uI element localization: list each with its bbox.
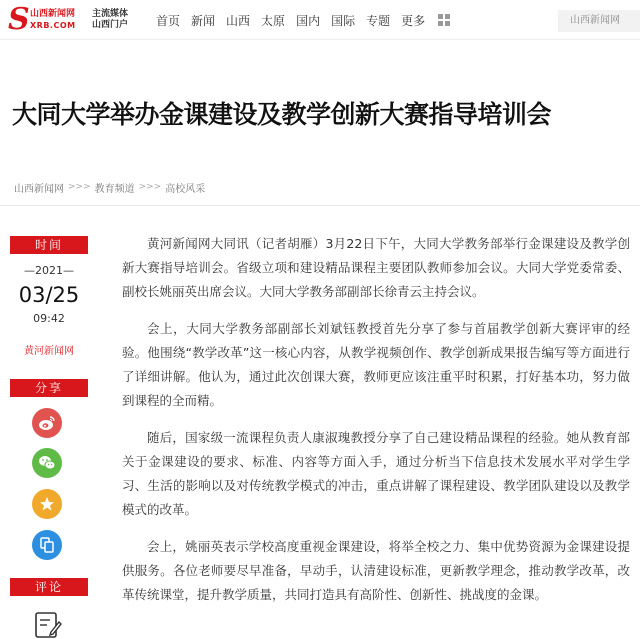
favorite-button[interactable] [32,489,62,519]
nav-international[interactable]: 国际 [331,13,356,28]
breadcrumb-separator: >>> [68,182,91,192]
top-bar [0,0,640,40]
site-logo[interactable] [8,2,138,37]
publish-year: —2021— [24,264,74,277]
logo-slogan-line1: 主流媒体 [92,9,129,19]
logo-slogan [92,9,132,31]
share-label: 分享 [10,379,88,397]
divider [0,205,640,206]
logo-site-name: 山西新闻网 [30,9,76,19]
publish-date: 03/25 [18,283,80,307]
copy-link-icon [40,537,54,553]
main-nav [156,0,450,40]
article-title: 大同大学举办金课建设及教学创新大赛指导培训会 [12,100,552,129]
publish-time: 09:42 [33,312,65,325]
site-tag-button[interactable]: 山西新闻网 [558,10,640,32]
breadcrumb-item-site[interactable]: 山西新闻网 [14,183,64,195]
logo-letter: S [8,2,30,37]
breadcrumb-separator: >>> [138,182,162,192]
article-source[interactable]: 黄河新闻网 [24,346,74,357]
article-paragraph: 随后，国家级一流课程负责人康淑瑰教授分享了自己建设精品课程的经验。她从教育部关于金课建设的要求、标准、内容等方面入手，通过分析当下信息技术发展水平对学生学习、生活的影响以及对传统教学模式的冲击，重点讲解了课程建设、教学团队建设以及教学模式的改革。 [122,430,630,517]
comment-edit-icon[interactable] [33,610,63,639]
comment-label: 评论 [10,578,88,596]
grid-icon[interactable] [438,14,450,26]
weibo-icon [38,415,56,431]
nav-news[interactable]: 新闻 [191,13,216,28]
nav-taiyuan[interactable]: 太原 [261,13,286,28]
article-paragraph: 会上，姚丽英表示学校高度重视金课建设，将举全校之力、集中优势资源为金课建设提供服务。各位老师要尽早准备，早动手，认清建设标准，更新教学理念，推动教学改革，改革传统课堂，提升教学质量，共同打造具有高阶性、创新性、挑战度的金课。 [122,539,630,602]
breadcrumb-item-education[interactable]: 教育频道 [94,183,135,195]
copy-link-button[interactable] [32,530,62,560]
article-paragraph: 会上，大同大学教务部副部长刘斌钰教授首先分享了参与首届教学创新大赛评审的经验。他围绕“教学改革”这一核心内容，从教学视频创作、教学创新成果报告编写等方面进行了详细讲解。他认为，通过此次创课大赛，教师更应该注重平时积累，打好基本功，努力做到课程的全而精。 [122,321,630,408]
logo-url: XRB.COM [30,21,76,30]
article-paragraph: 黄河新闻网大同讯（记者胡雁）3月22日下午，大同大学教务部举行金课建设及教学创新大赛指导培训会。省级立项和建设精品课程主要团队教师参加会议。大同大学党委常委、副校长姚丽英出席会议。大同大学教务部副部长徐青云主持会议。 [122,236,630,299]
time-label: 时间 [10,236,88,254]
favorite-star-icon [39,496,55,512]
breadcrumb-item-campus[interactable]: 高校风采 [165,183,206,195]
nav-more[interactable]: 更多 [401,13,426,28]
wechat-share-button[interactable] [32,448,62,478]
article-body [122,232,630,620]
weibo-share-button[interactable] [32,408,62,438]
nav-topics[interactable]: 专题 [366,13,391,28]
nav-shanxi[interactable]: 山西 [226,13,251,28]
nav-domestic[interactable]: 国内 [296,13,321,28]
logo-slogan-line2: 山西门户 [92,20,129,30]
nav-home[interactable]: 首页 [156,13,181,28]
breadcrumb [14,180,205,194]
wechat-icon [38,455,56,471]
